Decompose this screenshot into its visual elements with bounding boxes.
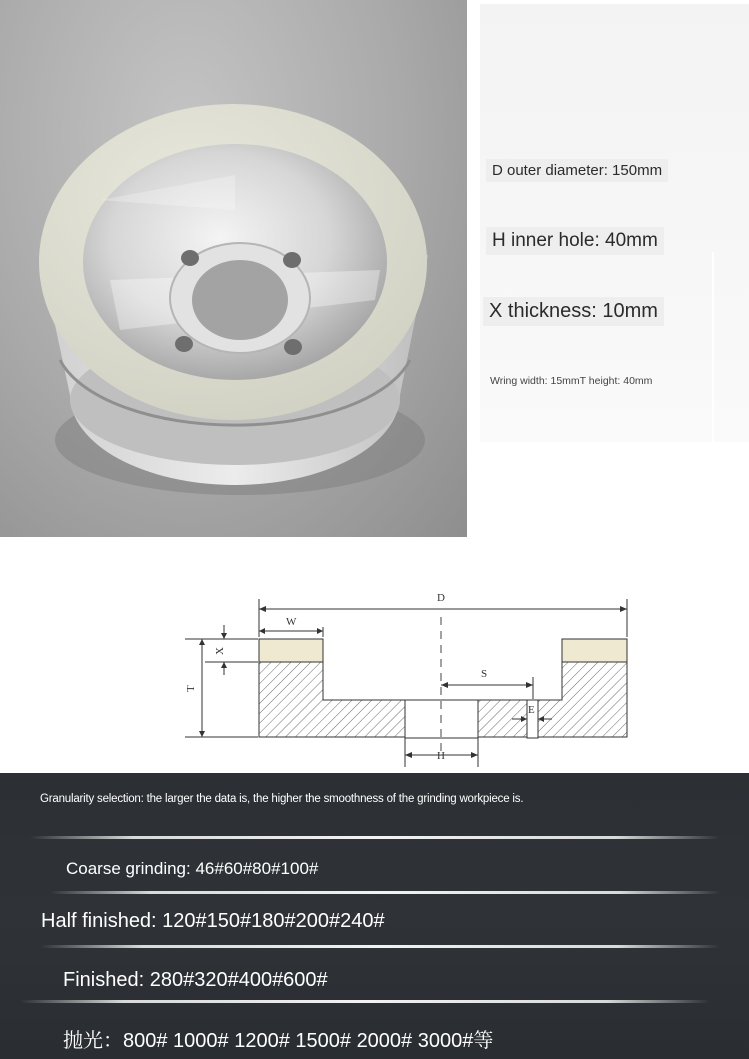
grit-half-finished: Half finished: 120#150#180#200#240#: [41, 910, 385, 932]
grit-polishing: 抛光：800# 1000# 1200# 1500# 2000# 3000#等: [63, 1030, 494, 1052]
bolt-hole: [283, 252, 301, 268]
separator-line: [40, 945, 720, 948]
bolt-hole: [175, 336, 193, 352]
label-w: W: [286, 616, 297, 628]
cross-section-diagram: [0, 537, 749, 773]
label-d: D: [437, 592, 445, 604]
abrasive-layer-right: [562, 639, 627, 662]
granularity-section: [0, 773, 749, 1059]
product-photo: [0, 0, 467, 537]
cross-section-drawing: [0, 537, 749, 773]
separator-line: [50, 891, 720, 894]
label-x: X: [214, 647, 226, 655]
label-t: T: [185, 685, 197, 692]
grit-coarse: Coarse grinding: 46#60#80#100#: [66, 859, 319, 878]
separator-line: [30, 836, 720, 839]
spec-width-height: Wring width: 15mmT height: 40mm: [490, 375, 653, 387]
label-e: E: [528, 704, 535, 716]
abrasive-layer-left: [259, 639, 323, 662]
separator-line: [20, 1000, 710, 1003]
granularity-intro: Granularity selection: the larger the data is, the higher the smoothness of the grinding workpiece is.: [40, 793, 524, 805]
bolt-hole: [181, 250, 199, 266]
bolt-hole: [284, 339, 302, 355]
specifications-panel: [467, 0, 749, 537]
spec-outer-diameter: D outer diameter: 150mm: [486, 159, 668, 182]
label-h: H: [437, 750, 445, 762]
grinding-wheel-illustration: [0, 0, 467, 537]
spec-thickness: X thickness: 10mm: [483, 297, 664, 326]
label-s: S: [481, 668, 488, 680]
spec-inner-hole: H inner hole: 40mm: [486, 227, 664, 255]
divider-line: [712, 252, 714, 442]
grit-finished: Finished: 280#320#400#600#: [63, 969, 328, 991]
center-hole: [192, 260, 288, 340]
